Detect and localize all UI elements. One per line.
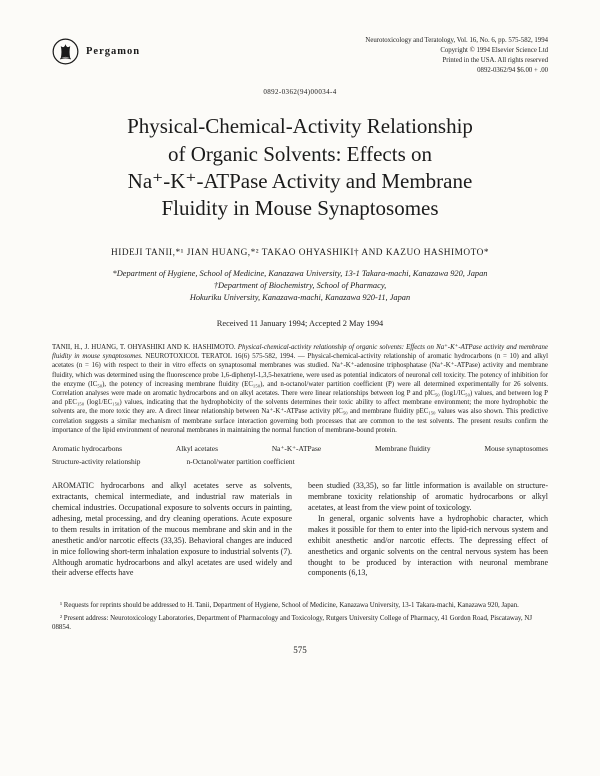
abstract-authors-citation: TANII, H., J. HUANG, T. OHYASHIKI AND K. HASHIMOTO.	[52, 344, 238, 352]
publisher-name: Pergamon	[86, 46, 141, 57]
publisher-block	[52, 38, 140, 65]
footnote-present-address: ² Present address: Neurotoxicology Laboratories, Department of Pharmacology and Toxicology, Rutgers University College of Pharmacy, 41 Gordon Road, Piscataway, NJ 08854.	[52, 614, 533, 632]
journal-info	[365, 36, 548, 75]
body-text	[52, 481, 548, 580]
keyword: Aromatic hydrocarbons	[52, 443, 122, 453]
body-left-column	[52, 481, 292, 580]
affiliation-line-1: *Department of Hygiene, School of Medicine, Kanazawa University, 13-1 Takara-machi, Kanazawa 920, Japan	[112, 268, 488, 278]
footnotes	[52, 601, 548, 633]
keyword: Na⁺-K⁺-ATPase	[271, 443, 322, 453]
keywords-row-2	[52, 457, 548, 466]
abstract-paragraph	[52, 343, 548, 435]
keyword: n-Octanol/water partition coefficient	[186, 456, 295, 466]
title-line-4: Fluidity in Mouse Synaptosomes	[161, 196, 439, 221]
keyword: Membrane fluidity	[375, 443, 431, 453]
keyword: Alkyl acetates	[175, 443, 218, 453]
keyword: Structure-activity relationship	[52, 456, 141, 466]
copyright-line: Copyright © 1994 Elsevier Science Ltd	[440, 46, 548, 54]
affiliation-line-3: Hokuriku University, Kanazawa-machi, Kanazawa 920-11, Japan	[189, 292, 411, 302]
issn-price-line: 0892-0362/94 $6.00 + .00	[477, 66, 548, 74]
body-right-column	[308, 481, 548, 580]
title-line-1: Physical-Chemical-Activity Relationship	[127, 114, 473, 139]
keywords-block	[52, 444, 548, 466]
abstract-body-text: Physical-chemical-activity relationship of aromatic hydrocarbons (n = 10) and alkyl acetates (n = 16) with respect to their in vitro effects on synaptosomal membranes was studied. Na⁺-K⁺-adenosine triphosphatase (Na⁺-K⁺-ATPase) activity and membrane fluidity, which was determined using the fluorescence probe 1,6-diphenyl-1,3,5-hexatriene, were used as potential indicators of neuronal cell toxicity. The potency of inhibition for the enzyme (IC₅₀), the potency of increasing membrane fluidity (EC₁₅₀), and n-octanol/water partition coefficient (P) were all determined experimentally for 26 solvents. Correlation analyses were made on aromatic hydrocarbons and on alkyl acetates. There were linear relationships between log P and pIC₅₀ (log1/IC₅₀) values, and between log P and pEC₁₅₀ (log1/EC₁₅₀) values, indicating that the hydrophobicity of the solvents determines their toxic ability to affect membrane environment; the more hydrophobic the solvents are, the more toxic they are. A direct linear relationship between Na⁺-K⁺-ATPase activity pIC₅₀ and membrane fluidity pEC₁₅₀ values was also shown. This predictive correlation suggests a similar mechanism of membrane surface interaction governing both processes that are common to the test solvents. The present results confirm the importance of the lipid environment of neuronal membranes in maintaining the normal function of membrane-bound protein.	[52, 353, 548, 434]
affiliation-line-2: †Department of Biochemistry, School of Pharmacy,	[213, 280, 387, 290]
keywords-row-1	[52, 444, 548, 453]
author-line: HIDEJI TANII,*¹ JIAN HUANG,*² TAKAO OHYASHIKI† AND KAZUO HASHIMOTO*	[111, 247, 489, 258]
title-line-2: of Organic Solvents: Effects on	[167, 141, 432, 166]
pergamon-logo-icon	[52, 38, 79, 65]
body-paragraph: been studied (33,35), so far little information is available on structure-membrane toxicity relationship of aromatic hydrocarbons or alkyl acetates, at least from the view point of toxicology.	[308, 480, 548, 512]
printed-line: Printed in the USA. All rights reserved	[442, 56, 548, 64]
keyword: Mouse synaptosomes	[484, 443, 548, 453]
page-number: 575	[293, 644, 307, 655]
article-id: 0892-0362(94)00034-4	[263, 88, 337, 97]
article-title	[52, 113, 548, 222]
received-accepted-line: Received 11 January 1994; Accepted 2 May 1994	[216, 319, 384, 329]
abstract-title-citation: Physical-chemical-activity relationship of organic solvents: Effects on Na⁺-K⁺-ATPase activity and membrane fluidity in mouse synaptosomes.	[52, 344, 548, 361]
journal-citation-line: Neurotoxicology and Teratology, Vol. 16, No. 6, pp. 575-582, 1994	[365, 37, 548, 44]
affiliations	[52, 268, 548, 305]
title-line-3: Na⁺-K⁺-ATPase Activity and Membrane	[127, 168, 473, 193]
masthead	[52, 36, 548, 75]
abstract-journal-citation: NEUROTOXICOL TERATOL 16(6) 575-582, 1994. —	[145, 353, 308, 361]
footnote-reprints: ¹ Requests for reprints should be addressed to H. Tanii, Department of Hygiene, School of Medicine, Kanazawa University, 13-1 Takara-machi, Kanazawa 920, Japan.	[60, 602, 519, 610]
body-paragraph: In general, organic solvents have a hydrophobic character, which makes it possible for them to enter into the lipid-rich nervous system and exhibit anesthetic and/or narcotic effects. The depressing effect of anesthetics and organic solvents on the central nervous system has been thought to be produced by interaction with neuronal membrane components (6,13,	[308, 513, 548, 578]
body-paragraph: AROMATIC hydrocarbons and alkyl acetates serve as solvents, extractants, chemical intermediate, and industrial raw materials in chemical industries. Occupational exposure to solvents occurs in painting, adhesing, metal processing, and dry cleaning operations. Acute exposure to them results in irritation of the mucous membrane and skin and in the anesthetic and/or narcotic effects (33,35). Behavioral changes are induced in mice following short-term inhalation exposure to industrial solvents (7). Although aromatic hydrocarbons and alkyl acetates are used widely and their adverse effects have	[52, 480, 292, 578]
